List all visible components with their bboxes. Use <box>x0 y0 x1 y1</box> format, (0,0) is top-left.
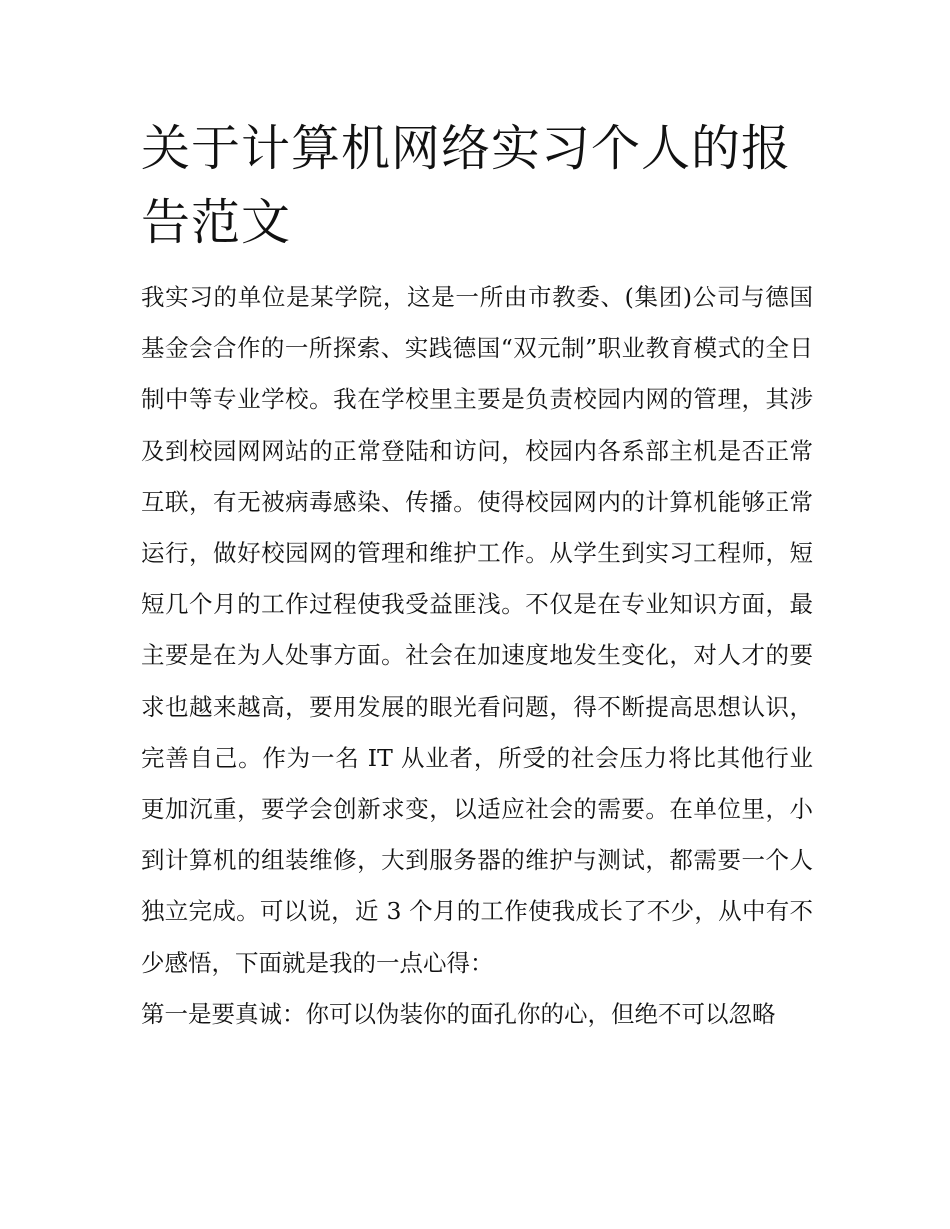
document-title: 关于计算机网络实习个人的报告范文 <box>141 120 792 251</box>
paragraph-internship-intro: 我实习的单位是某学院，这是一所由市教委、(集团)公司与德国基金会合作的一所探索、实践德国“双元制”职业教育模式的全日制中等专业学校。我在学校里主要是负责校园内网的管理，其涉及到校园网网站的正常登陆和访问，校园内各系部主机是否正常互联，有无被病毒感染、传播。使得校园网内的计算机能够正常运行，做好校园网的管理和维护工作。从学生到实习工程师，短短几个月的工作过程使我受益匪浅。不仅是在专业知识方面，最主要是在为人处事方面。社会在加速度地发生变化，对人才的要求也越来越高，要用发展的眼光看问题，得不断提高思想认识，完善自己。作为一名 IT 从业者，所受的社会压力将比其他行业更加沉重，要学会创新求变，以适应社会的需要。在单位里，小到计算机的组装维修，大到服务器的维护与测试，都需要一个人独立完成。可以说，近 3 个月的工作使我成长了不少，从中有不少感悟，下面就是我的一点心得： <box>141 283 813 977</box>
paragraph-first-point: 第一是要真诚：你可以伪装你的面孔你的心，但绝不可以忽略 <box>141 999 776 1028</box>
document-body <box>141 112 813 1040</box>
